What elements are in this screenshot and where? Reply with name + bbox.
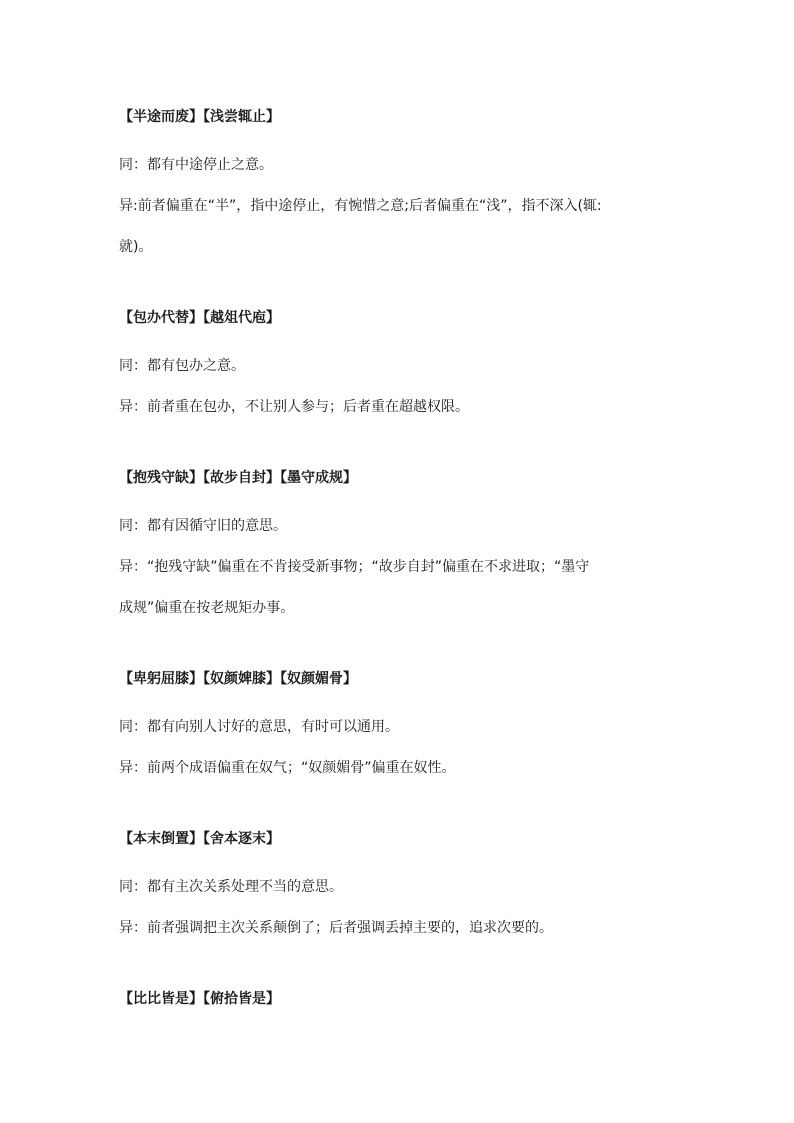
difference-line: 就)。 bbox=[119, 239, 153, 255]
difference-paragraph bbox=[119, 547, 679, 629]
difference-paragraph bbox=[119, 908, 679, 949]
idiom-heading: 【半途而废】【浅尝辄止】 bbox=[119, 109, 280, 125]
idiom-heading: 【包办代替】【越俎代庖】 bbox=[119, 310, 280, 326]
difference-line: 异：前两个成语偏重在奴气；“奴颜媚骨”偏重在奴性。 bbox=[119, 760, 456, 776]
difference-line: 异:前者偏重在“半”，指中途停止，有惋惜之意;后者偏重在“浅”，指不深入(辄: bbox=[119, 198, 602, 214]
similarity-line: 同：都有向别人讨好的意思，有时可以通用。 bbox=[119, 719, 399, 735]
idiom-entry bbox=[119, 826, 679, 949]
similarity-line: 同：都有因循守旧的意思。 bbox=[119, 518, 287, 534]
difference-paragraph bbox=[119, 748, 679, 789]
difference-line: 异：前者重在包办，不让别人参与；后者重在超越权限。 bbox=[119, 399, 469, 415]
difference-paragraph bbox=[119, 186, 679, 268]
similarity-line: 同：都有中途停止之意。 bbox=[119, 157, 273, 173]
similarity-line: 同：都有包办之意。 bbox=[119, 358, 245, 374]
idiom-heading: 【抱残守缺】【故步自封】【墨守成规】 bbox=[119, 470, 357, 486]
idiom-entry bbox=[119, 986, 679, 1012]
idiom-heading: 【比比皆是】【俯拾皆是】 bbox=[119, 991, 280, 1007]
document-content bbox=[119, 104, 679, 1049]
idiom-entry bbox=[119, 465, 679, 629]
idiom-entry bbox=[119, 666, 679, 789]
difference-line: 成规”偏重在按老规矩办事。 bbox=[119, 600, 295, 616]
difference-paragraph bbox=[119, 387, 679, 428]
idiom-heading: 【本末倒置】【舍本逐末】 bbox=[119, 831, 280, 847]
similarity-line: 同：都有主次关系处理不当的意思。 bbox=[119, 879, 343, 895]
idiom-entry bbox=[119, 104, 679, 268]
difference-line: 异：“抱残守缺”偏重在不肯接受新事物；“故步自封”偏重在不求进取；“墨守 bbox=[119, 559, 590, 575]
idiom-entry bbox=[119, 305, 679, 428]
idiom-heading: 【卑躬屈膝】【奴颜婢膝】【奴颜媚骨】 bbox=[119, 671, 357, 687]
difference-line: 异：前者强调把主次关系颠倒了；后者强调丢掉主要的，追求次要的。 bbox=[119, 920, 553, 936]
